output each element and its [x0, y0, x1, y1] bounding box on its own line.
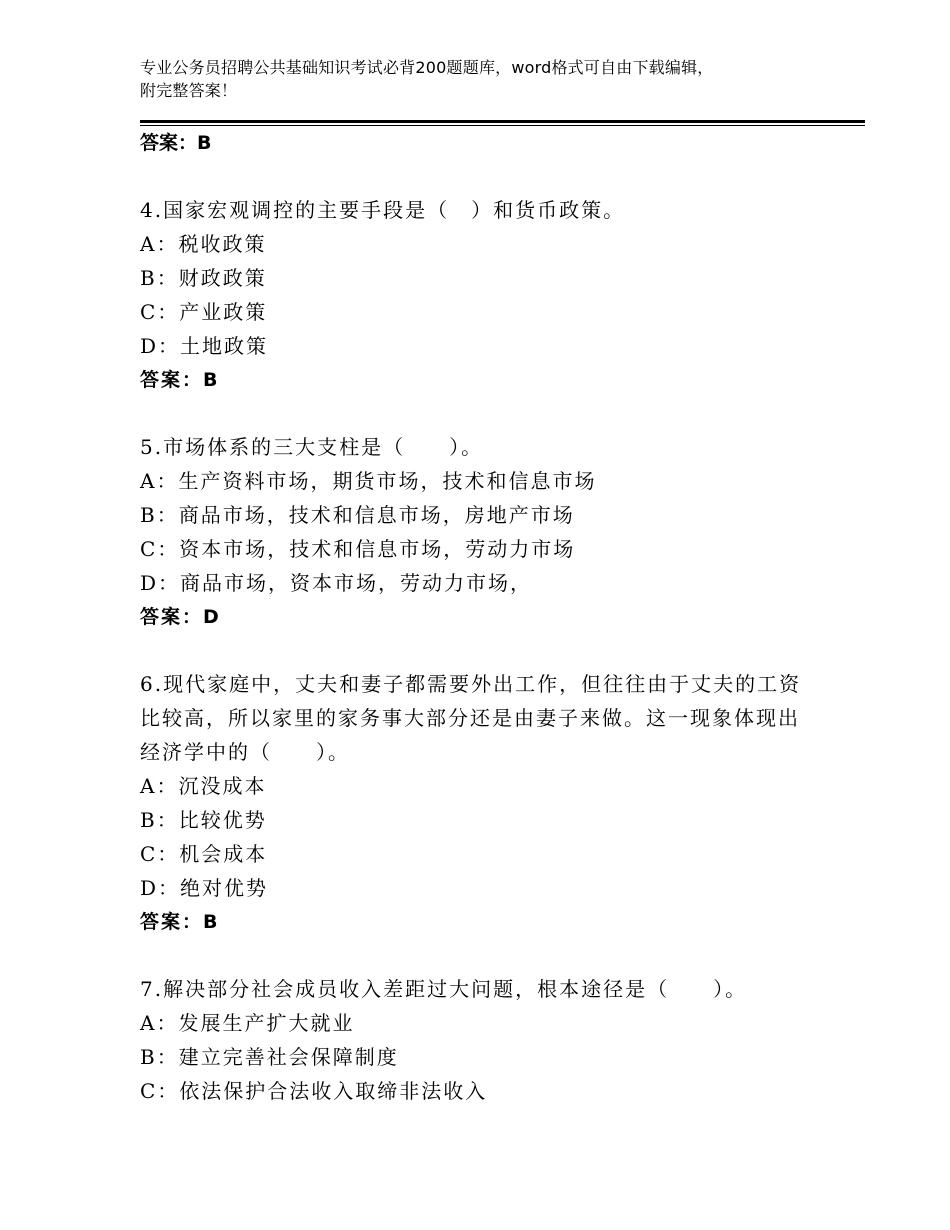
question-7-option-a: A：发展生产扩大就业 — [140, 1011, 355, 1035]
spacer — [140, 160, 830, 193]
question-4-answer: 答案：B — [140, 369, 220, 391]
question-6-option-a: A：沉没成本 — [140, 774, 267, 798]
question-7-option-b: B：建立完善社会保障制度 — [140, 1045, 399, 1069]
question-4-option-c: C：产业政策 — [140, 300, 268, 324]
question-6-option-c: C：机会成本 — [140, 842, 268, 866]
question-6-stem-line-2: 比较高，所以家里的家务事大部分还是由妻子来做。这一现象体现出 — [140, 706, 800, 730]
question-6 — [140, 667, 830, 939]
question-4-option-a: A：税收政策 — [140, 232, 267, 256]
question-7-stem: 7.解决部分社会成员收入差距过大问题，根本途径是（ ）。 — [140, 977, 748, 1001]
header-line-2: 附完整答案！ — [140, 81, 238, 100]
question-5 — [140, 430, 830, 634]
spacer — [140, 634, 830, 667]
question-4 — [140, 193, 830, 397]
answer-previous: 答案：B — [140, 132, 212, 154]
header-line-1: 专业公务员招聘公共基础知识考试必背200题题库，word格式可自由下载编辑， — [140, 58, 714, 77]
question-6-option-d: D：绝对优势 — [140, 876, 269, 900]
question-list — [140, 126, 830, 1108]
question-7 — [140, 972, 830, 1108]
question-6-stem-line-1: 6.现代家庭中，丈夫和妻子都需要外出工作，但往往由于丈夫的工资 — [140, 672, 802, 696]
question-5-option-b: B：商品市场，技术和信息市场，房地产市场 — [140, 503, 575, 527]
question-5-option-d: D：商品市场，资本市场，劳动力市场， — [140, 571, 533, 595]
question-5-answer: 答案：D — [140, 606, 221, 628]
question-7-option-c: C：依法保护合法收入取缔非法收入 — [140, 1079, 488, 1103]
question-4-option-b: B：财政政策 — [140, 266, 267, 290]
page-header — [140, 56, 830, 102]
header-divider-thick — [140, 120, 865, 123]
question-6-stem-line-3: 经济学中的（ ）。 — [140, 740, 350, 764]
spacer — [140, 397, 830, 430]
question-4-stem: 4.国家宏观调控的主要手段是（ ）和货币政策。 — [140, 198, 626, 222]
question-5-option-c: C：资本市场，技术和信息市场，劳动力市场 — [140, 537, 576, 561]
question-6-option-b: B：比较优势 — [140, 808, 267, 832]
question-5-stem: 5.市场体系的三大支柱是（ ）。 — [140, 435, 484, 459]
question-4-option-d: D：土地政策 — [140, 334, 269, 358]
question-6-answer: 答案：B — [140, 911, 220, 933]
question-5-option-a: A：生产资料市场，期货市场，技术和信息市场 — [140, 469, 597, 493]
spacer — [140, 939, 830, 972]
